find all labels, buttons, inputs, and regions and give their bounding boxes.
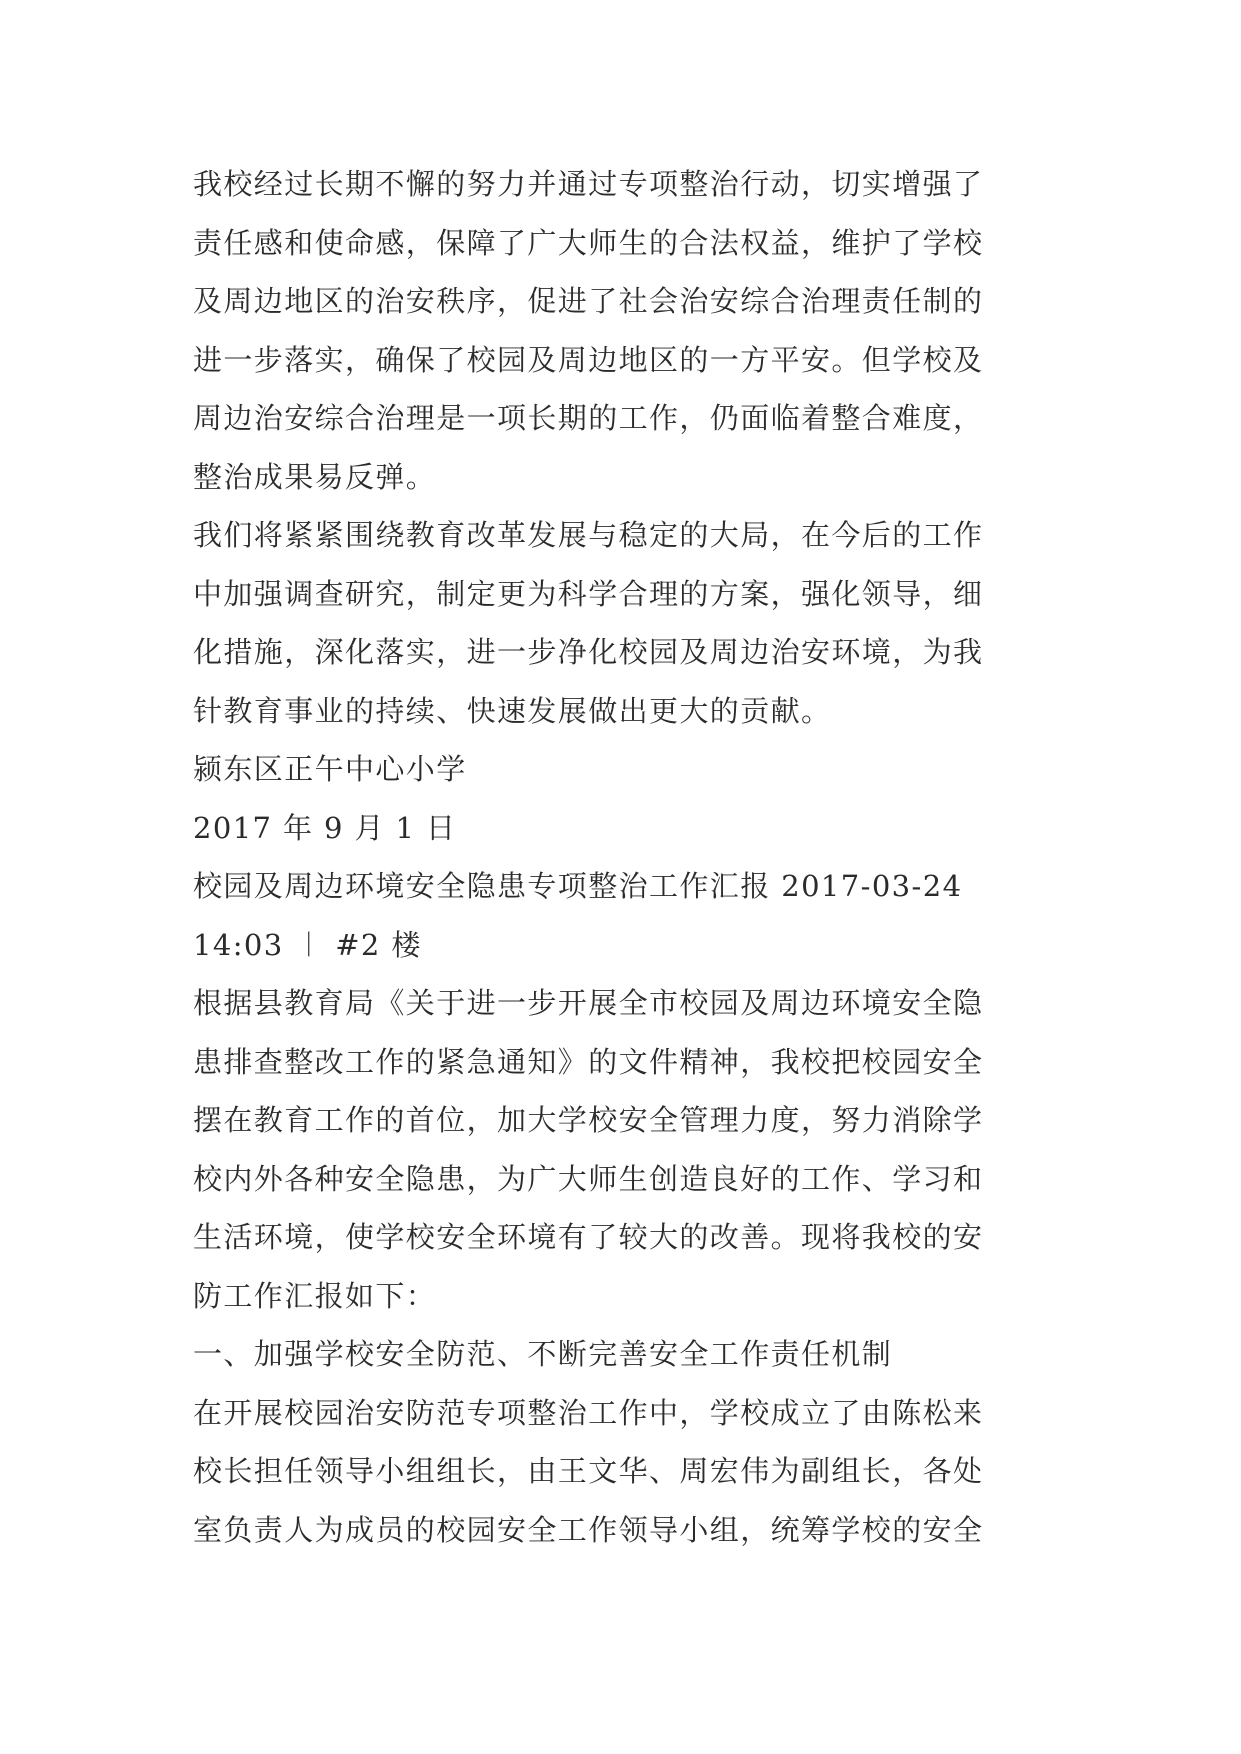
document-body [193,155,1069,1559]
text-line: 我们将紧紧围绕教育改革发展与稳定的大局，在今后的工作 [193,518,984,552]
text-line: 周边治安综合治理是一项长期的工作，仍面临着整合难度， [193,401,984,435]
section-heading: 一、加强学校安全防范、不断完善安全工作责任机制 [193,1337,893,1371]
text-line: 防工作汇报如下： [193,1278,437,1313]
text-line: 进一步落实，确保了校园及周边地区的一方平安。但学校及 [193,342,984,377]
report-title: 校园及周边环境安全隐患专项整治工作汇报 2017-03-24 [193,869,963,903]
signature-date: 2017 年 9 月 1 日 [193,810,457,845]
text-line: 整治成果易反弹。 [193,459,437,494]
text-line: 生活环境，使学校安全环境有了较大的改善。现将我校的安 [193,1220,984,1254]
text-line: 中加强调查研究，制定更为科学合理的方案，强化领导，细 [193,576,984,611]
text-line: 校内外各种安全隐患，为广大师生创造良好的工作、学习和 [193,1161,984,1196]
text-line: 在开展校园治安防范专项整治工作中，学校成立了由陈松来 [193,1395,984,1430]
text-line: 校长担任领导小组组长，由王文华、周宏伟为副组长，各处 [193,1454,984,1488]
text-line: 化措施，深化落实，进一步净化校园及周边治安环境，为我 [193,635,984,669]
text-line: 根据县教育局《关于进一步开展全市校园及周边环境安全隐 [193,986,984,1020]
post-meta: 14:03 ︱ #2 楼 [193,927,422,962]
signature-school: 颍东区正午中心小学 [193,752,467,786]
text-line: 及周边地区的治安秩序，促进了社会治安综合治理责任制的 [193,284,984,318]
text-line: 室负责人为成员的校园安全工作领导小组，统筹学校的安全 [193,1512,984,1547]
text-line: 摆在教育工作的首位，加大学校安全管理力度，努力消除学 [193,1103,984,1137]
text-line: 患排查整改工作的紧急通知》的文件精神，我校把校园安全 [193,1044,984,1079]
text-line: 责任感和使命感，保障了广大师生的合法权益，维护了学校 [193,225,984,260]
text-line: 针教育事业的持续、快速发展做出更大的贡献。 [193,693,832,728]
text-line: 我校经过长期不懈的努力并通过专项整治行动，切实增强了 [193,167,984,201]
